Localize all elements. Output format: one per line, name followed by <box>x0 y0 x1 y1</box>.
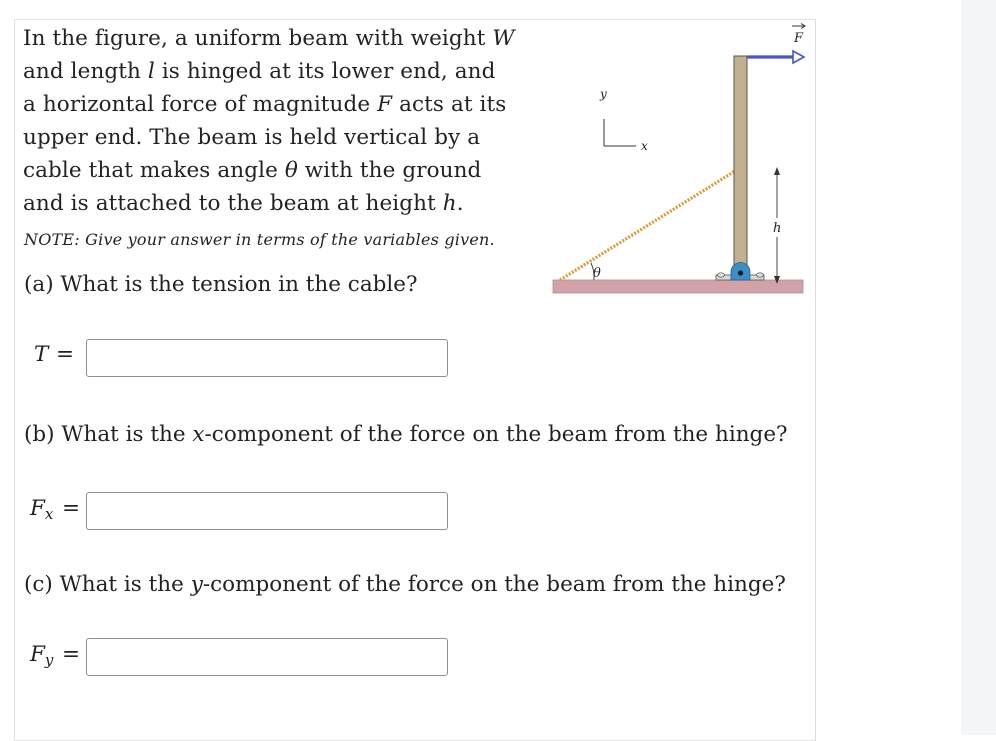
equals-sign: = <box>62 496 81 521</box>
intro-line-4: upper end. The beam is held vertical by a <box>23 125 481 150</box>
beam <box>734 56 747 280</box>
tension-input[interactable] <box>86 339 448 377</box>
cable <box>560 171 735 280</box>
beam-figure <box>550 18 810 298</box>
answer-c-label: $F_y$ <box>30 642 54 669</box>
intro-line-1: In the figure, a uniform beam with weight W <box>23 26 515 51</box>
force-label: F <box>794 31 804 46</box>
right-gutter <box>961 0 996 735</box>
hinge-fy-input[interactable] <box>86 638 448 676</box>
axis-y-label: y <box>600 87 607 101</box>
equals-sign: = <box>56 342 75 367</box>
axis-x-label: x <box>641 139 648 153</box>
question-a: (a) What is the tension in the cable? <box>24 272 418 297</box>
height-label: h <box>773 221 782 236</box>
intro-line-6: and is attached to the beam at height h. <box>23 191 464 216</box>
question-c: (c) What is the y-component of the force on the beam from the hinge? <box>24 572 786 597</box>
answer-a-label: T <box>34 342 49 367</box>
intro-line-3: a horizontal force of magnitude F acts at its <box>23 92 507 117</box>
question-b: (b) What is the x-component of the force on the beam from the hinge? <box>24 422 788 447</box>
equals-sign: = <box>62 642 81 667</box>
ground <box>553 280 803 293</box>
hinge-fx-input[interactable] <box>86 492 448 530</box>
axes-icon <box>604 119 636 146</box>
answer-b-label: $F_x$ <box>30 496 54 523</box>
intro-line-2: and length l is hinged at its lower end, and <box>23 59 496 84</box>
force-arrow <box>747 51 804 63</box>
problem-statement <box>23 22 533 220</box>
intro-line-5: cable that makes angle θ with the ground <box>23 158 482 183</box>
hinge-icon <box>716 263 764 281</box>
angle-label: θ <box>593 266 601 281</box>
note-text: NOTE: Give your answer in terms of the variables given. <box>24 230 495 249</box>
